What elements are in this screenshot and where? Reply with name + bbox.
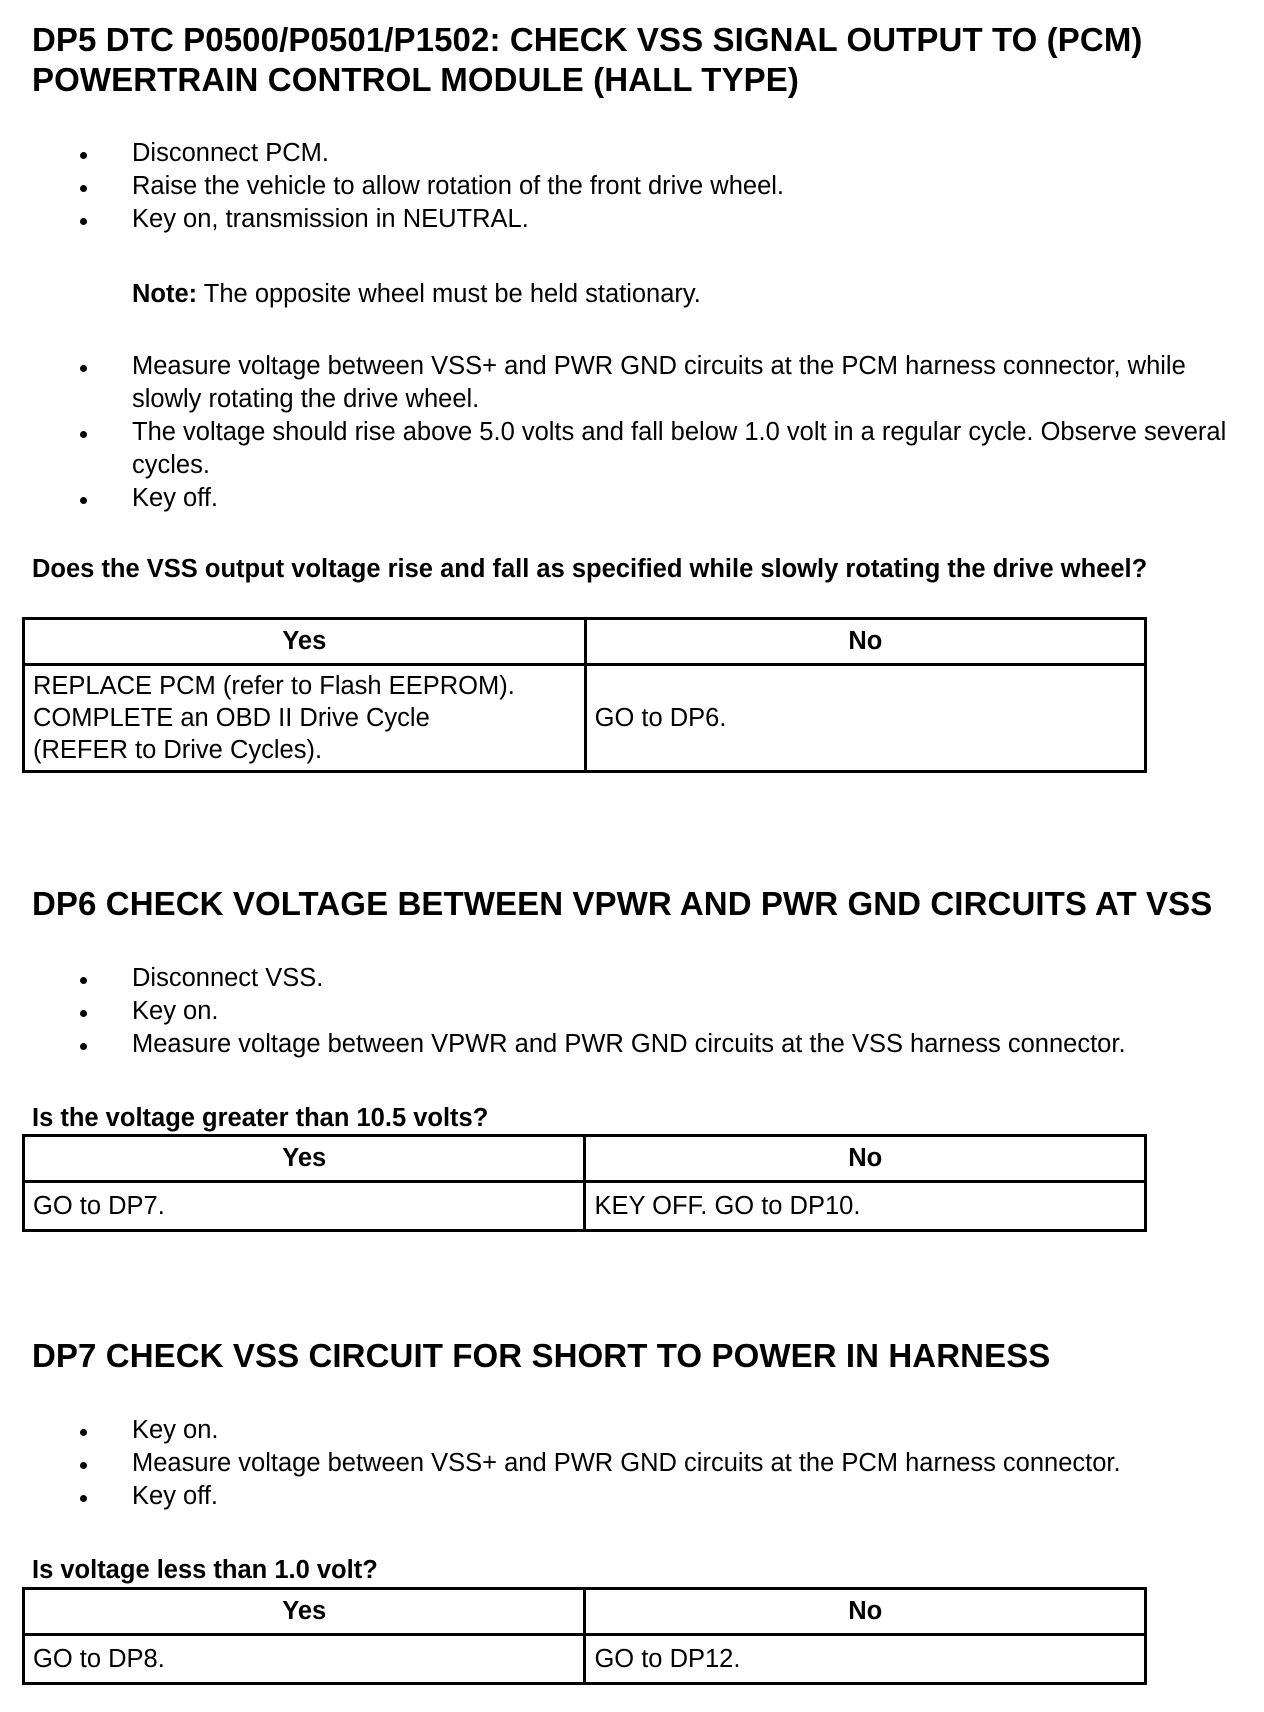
dp6-table	[22, 1134, 1242, 1232]
dp7-title: DP7 CHECK VSS CIRCUIT FOR SHORT TO POWER IN HARNESS	[32, 1337, 1051, 1374]
no-header: No	[585, 1136, 1146, 1182]
bullet-icon	[80, 1043, 87, 1050]
dp6-title: DP6 CHECK VOLTAGE BETWEEN VPWR AND PWR GND CIRCUITS AT VSS	[32, 885, 1213, 922]
bullet-icon	[80, 185, 87, 192]
list-item: The voltage should rise above 5.0 volts and fall below 1.0 volt in a regular cycle. Observe several cycles.	[22, 416, 1242, 482]
bullet-icon	[80, 977, 87, 984]
dp5-title-line2: POWERTRAIN CONTROL MODULE (HALL TYPE)	[32, 61, 799, 98]
yes-header: Yes	[24, 1589, 585, 1635]
dp5-table	[22, 617, 1242, 773]
list-item: Key on.	[22, 1414, 1242, 1447]
dp7-table	[22, 1587, 1242, 1685]
section-dp7	[22, 1336, 1242, 1376]
list-item: Measure voltage between VSS+ and PWR GND circuits at the PCM harness connector, while slowly rotating the drive wheel.	[22, 350, 1242, 416]
list-item: Disconnect VSS.	[22, 962, 1242, 995]
bullet-icon	[80, 497, 87, 504]
no-cell: KEY OFF. GO to DP10.	[585, 1182, 1146, 1231]
no-header: No	[585, 1589, 1146, 1635]
dp7-steps	[22, 1414, 1242, 1513]
dp7-question: Is voltage less than 1.0 volt?	[32, 1556, 378, 1584]
yes-header: Yes	[24, 1136, 585, 1182]
dp5-title	[22, 20, 1242, 100]
yes-header: Yes	[24, 619, 586, 665]
list-item: Key off.	[22, 482, 1242, 515]
note-text: The opposite wheel must be held stationary.	[197, 280, 701, 308]
list-item: Key on, transmission in NEUTRAL.	[22, 203, 1242, 236]
bullet-icon	[80, 1429, 87, 1436]
dp5-note	[22, 278, 1242, 311]
list-item: Key off.	[22, 1480, 1242, 1513]
list-item: Disconnect PCM.	[22, 137, 1242, 170]
list-item: Raise the vehicle to allow rotation of the front drive wheel.	[22, 170, 1242, 203]
bullet-icon	[80, 218, 87, 225]
list-item: Key on.	[22, 995, 1242, 1028]
bullet-icon	[80, 1462, 87, 1469]
no-header: No	[585, 619, 1145, 665]
no-cell: GO to DP12.	[585, 1635, 1146, 1684]
list-item: Measure voltage between VPWR and PWR GND circuits at the VSS harness connector.	[22, 1028, 1242, 1061]
yes-cell: REPLACE PCM (refer to Flash EEPROM). COMPLETE an OBD II Drive Cycle (REFER to Drive Cycles).	[24, 665, 586, 772]
dp6-steps	[22, 962, 1242, 1061]
dp5-title-line1: DP5 DTC P0500/P0501/P1502: CHECK VSS SIGNAL OUTPUT TO (PCM)	[32, 21, 1143, 58]
dp5-question: Does the VSS output voltage rise and fall as specified while slowly rotating the drive wheel?	[32, 555, 1148, 583]
yes-cell: GO to DP8.	[24, 1635, 585, 1684]
bullet-icon	[80, 152, 87, 159]
note-label: Note:	[132, 280, 198, 308]
dp5-steps-a	[22, 137, 1242, 236]
dp5-steps-b	[22, 350, 1242, 515]
section-dp6	[22, 884, 1242, 924]
bullet-icon	[80, 1010, 87, 1017]
section-dp5	[22, 20, 1242, 100]
bullet-icon	[80, 431, 87, 438]
bullet-icon	[80, 365, 87, 372]
yes-cell: GO to DP7.	[24, 1182, 585, 1231]
bullet-icon	[80, 1495, 87, 1502]
list-item: Measure voltage between VSS+ and PWR GND circuits at the PCM harness connector.	[22, 1447, 1242, 1480]
dp6-question: Is the voltage greater than 10.5 volts?	[32, 1104, 489, 1132]
no-cell: GO to DP6.	[585, 665, 1145, 772]
